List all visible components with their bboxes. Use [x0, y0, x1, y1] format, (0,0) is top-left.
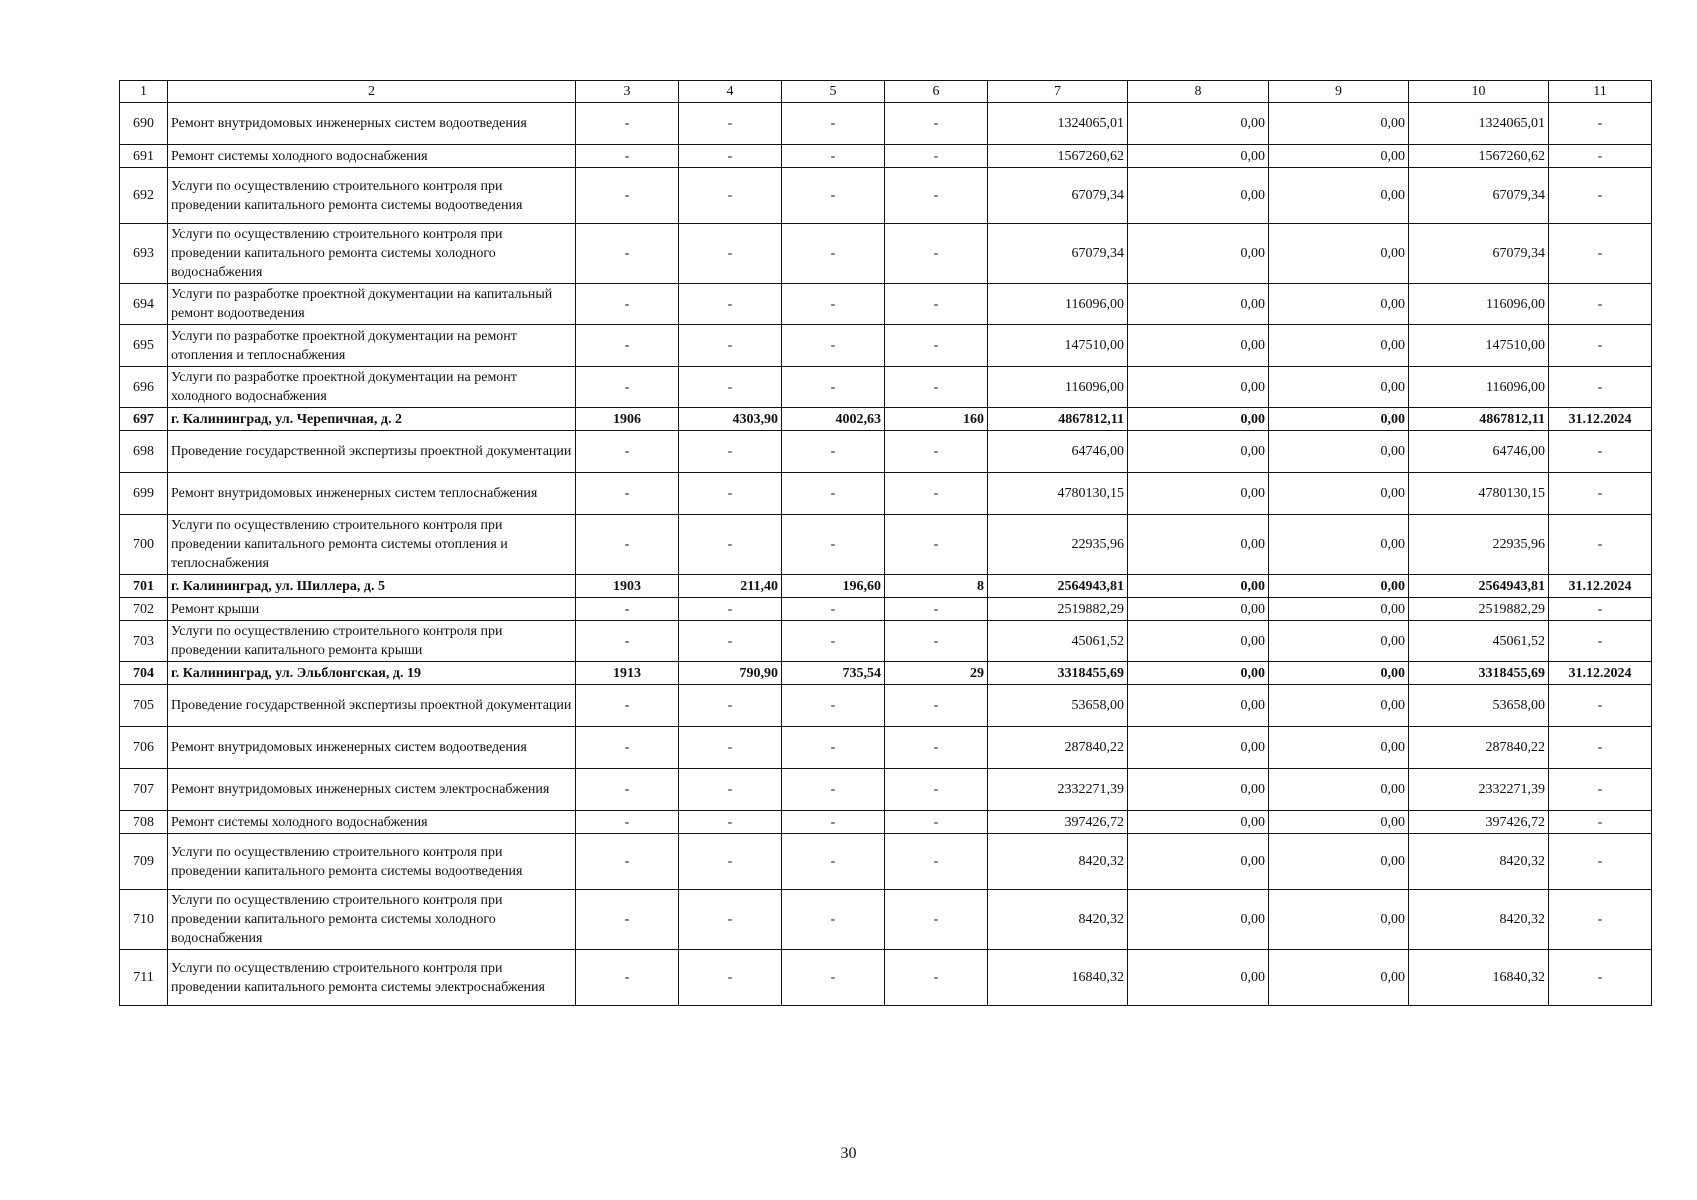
area-total-cell: -	[679, 811, 782, 834]
table-row	[120, 515, 1652, 575]
area-living-cell: -	[782, 431, 885, 473]
work-name-cell: Ремонт внутридомовых инженерных систем водоотведения	[168, 727, 576, 769]
fund-cell: 0,00	[1128, 473, 1269, 515]
budget-cell: 0,00	[1269, 145, 1409, 168]
fund-cell: 0,00	[1128, 575, 1269, 598]
table-body	[120, 81, 1652, 1006]
residents-cell: -	[885, 367, 988, 408]
residents-cell: -	[885, 284, 988, 325]
residents-cell: -	[885, 811, 988, 834]
year-cell: -	[576, 890, 679, 950]
area-living-cell: -	[782, 325, 885, 367]
table-row	[120, 224, 1652, 284]
deadline-cell: 31.12.2024	[1549, 662, 1652, 685]
cost-total-cell: 287840,22	[988, 727, 1128, 769]
work-name-cell: г. Калининград, ул. Черепичная, д. 2	[168, 408, 576, 431]
deadline-cell: -	[1549, 367, 1652, 408]
table-row	[120, 621, 1652, 662]
residents-cell: -	[885, 834, 988, 890]
residents-cell: -	[885, 431, 988, 473]
area-total-cell: -	[679, 727, 782, 769]
column-number-header-row	[120, 81, 1652, 103]
table-row	[120, 367, 1652, 408]
cost-total-cell: 2332271,39	[988, 769, 1128, 811]
fund-cell: 0,00	[1128, 662, 1269, 685]
area-total-cell: -	[679, 685, 782, 727]
fund-cell: 0,00	[1128, 769, 1269, 811]
row-number-cell: 698	[120, 431, 168, 473]
residents-cell: -	[885, 515, 988, 575]
area-total-cell: -	[679, 890, 782, 950]
deadline-cell: -	[1549, 621, 1652, 662]
area-total-cell: -	[679, 168, 782, 224]
work-name-cell: Проведение государственной экспертизы проектной документации	[168, 431, 576, 473]
area-total-cell: -	[679, 769, 782, 811]
budget-cell: 0,00	[1269, 224, 1409, 284]
fund-cell: 0,00	[1128, 145, 1269, 168]
fund-cell: 0,00	[1128, 598, 1269, 621]
cost-total-cell: 116096,00	[988, 284, 1128, 325]
residents-cell: -	[885, 145, 988, 168]
row-number-cell: 706	[120, 727, 168, 769]
area-living-cell: -	[782, 284, 885, 325]
budget-cell: 0,00	[1269, 950, 1409, 1006]
table-row	[120, 284, 1652, 325]
area-total-cell: 790,90	[679, 662, 782, 685]
residents-cell: -	[885, 325, 988, 367]
area-total-cell: -	[679, 103, 782, 145]
row-number-cell: 693	[120, 224, 168, 284]
deadline-cell: -	[1549, 834, 1652, 890]
deadline-cell: -	[1549, 890, 1652, 950]
work-name-cell: Услуги по разработке проектной документации на ремонт отопления и теплоснабжения	[168, 325, 576, 367]
work-name-cell: Услуги по разработке проектной документации на капитальный ремонт водоотведения	[168, 284, 576, 325]
work-name-cell: Услуги по осуществлению строительного контроля при проведении капитального ремонта системы отопления и теплоснабжения	[168, 515, 576, 575]
area-living-cell: -	[782, 685, 885, 727]
area-total-cell: 4303,90	[679, 408, 782, 431]
work-name-cell: Услуги по осуществлению строительного контроля при проведении капитального ремонта системы водоотведения	[168, 834, 576, 890]
budget-cell: 0,00	[1269, 575, 1409, 598]
table-row	[120, 325, 1652, 367]
budget-cell: 0,00	[1269, 621, 1409, 662]
fund-cell: 0,00	[1128, 834, 1269, 890]
area-total-cell: -	[679, 621, 782, 662]
area-living-cell: -	[782, 811, 885, 834]
table-row	[120, 950, 1652, 1006]
area-living-cell: -	[782, 621, 885, 662]
residents-cell: -	[885, 224, 988, 284]
row-number-cell: 697	[120, 408, 168, 431]
address-row	[120, 662, 1652, 685]
address-row	[120, 575, 1652, 598]
cost-total-cell: 67079,34	[988, 168, 1128, 224]
area-total-cell: -	[679, 325, 782, 367]
area-living-cell: -	[782, 473, 885, 515]
deadline-cell: -	[1549, 811, 1652, 834]
row-number-cell: 704	[120, 662, 168, 685]
owner-funds-cell: 22935,96	[1409, 515, 1549, 575]
budget-cell: 0,00	[1269, 431, 1409, 473]
owner-funds-cell: 2332271,39	[1409, 769, 1549, 811]
area-total-cell: -	[679, 367, 782, 408]
year-cell: -	[576, 103, 679, 145]
fund-cell: 0,00	[1128, 950, 1269, 1006]
work-name-cell: Ремонт системы холодного водоснабжения	[168, 811, 576, 834]
table-row	[120, 103, 1652, 145]
document-table	[119, 80, 1652, 1006]
cost-total-cell: 64746,00	[988, 431, 1128, 473]
owner-funds-cell: 45061,52	[1409, 621, 1549, 662]
deadline-cell: -	[1549, 598, 1652, 621]
fund-cell: 0,00	[1128, 325, 1269, 367]
budget-cell: 0,00	[1269, 890, 1409, 950]
owner-funds-cell: 1324065,01	[1409, 103, 1549, 145]
cost-total-cell: 2519882,29	[988, 598, 1128, 621]
area-living-cell: -	[782, 727, 885, 769]
area-living-cell: -	[782, 769, 885, 811]
residents-cell: -	[885, 890, 988, 950]
owner-funds-cell: 4867812,11	[1409, 408, 1549, 431]
page-number: 30	[840, 1145, 857, 1162]
fund-cell: 0,00	[1128, 168, 1269, 224]
year-cell: -	[576, 431, 679, 473]
work-name-cell: Услуги по осуществлению строительного контроля при проведении капитального ремонта системы холодного водоснабжения	[168, 224, 576, 284]
fund-cell: 0,00	[1128, 727, 1269, 769]
row-number-cell: 705	[120, 685, 168, 727]
cost-total-cell: 4780130,15	[988, 473, 1128, 515]
owner-funds-cell: 8420,32	[1409, 834, 1549, 890]
area-total-cell: -	[679, 145, 782, 168]
cost-total-cell: 2564943,81	[988, 575, 1128, 598]
year-cell: -	[576, 325, 679, 367]
residents-cell: 160	[885, 408, 988, 431]
cost-total-cell: 1324065,01	[988, 103, 1128, 145]
deadline-cell: -	[1549, 145, 1652, 168]
budget-cell: 0,00	[1269, 168, 1409, 224]
area-living-cell: -	[782, 145, 885, 168]
deadline-cell: -	[1549, 950, 1652, 1006]
area-living-cell: 196,60	[782, 575, 885, 598]
table-row	[120, 727, 1652, 769]
area-total-cell: -	[679, 284, 782, 325]
cost-total-cell: 53658,00	[988, 685, 1128, 727]
row-number-cell: 710	[120, 890, 168, 950]
work-name-cell: Ремонт внутридомовых инженерных систем электроснабжения	[168, 769, 576, 811]
row-number-cell: 708	[120, 811, 168, 834]
year-cell: -	[576, 284, 679, 325]
row-number-cell: 690	[120, 103, 168, 145]
budget-cell: 0,00	[1269, 367, 1409, 408]
row-number-cell: 692	[120, 168, 168, 224]
year-cell: -	[576, 367, 679, 408]
year-cell: -	[576, 811, 679, 834]
table-row	[120, 598, 1652, 621]
budget-cell: 0,00	[1269, 515, 1409, 575]
work-name-cell: Проведение государственной экспертизы проектной документации	[168, 685, 576, 727]
year-cell: -	[576, 685, 679, 727]
owner-funds-cell: 64746,00	[1409, 431, 1549, 473]
year-cell: -	[576, 145, 679, 168]
deadline-cell: -	[1549, 168, 1652, 224]
fund-cell: 0,00	[1128, 515, 1269, 575]
owner-funds-cell: 8420,32	[1409, 890, 1549, 950]
table-row	[120, 811, 1652, 834]
owner-funds-cell: 116096,00	[1409, 367, 1549, 408]
owner-funds-cell: 4780130,15	[1409, 473, 1549, 515]
area-living-cell: -	[782, 515, 885, 575]
budget-cell: 0,00	[1269, 811, 1409, 834]
year-cell: -	[576, 950, 679, 1006]
year-cell: -	[576, 598, 679, 621]
work-name-cell: Услуги по разработке проектной документации на ремонт холодного водоснабжения	[168, 367, 576, 408]
table-row	[120, 834, 1652, 890]
cost-total-cell: 22935,96	[988, 515, 1128, 575]
budget-cell: 0,00	[1269, 103, 1409, 145]
area-total-cell: -	[679, 950, 782, 1006]
deadline-cell: -	[1549, 103, 1652, 145]
column-header: 9	[1269, 81, 1409, 103]
area-living-cell: -	[782, 224, 885, 284]
owner-funds-cell: 3318455,69	[1409, 662, 1549, 685]
row-number-cell: 711	[120, 950, 168, 1006]
year-cell: 1913	[576, 662, 679, 685]
residents-cell: -	[885, 950, 988, 1006]
budget-cell: 0,00	[1269, 685, 1409, 727]
area-living-cell: -	[782, 598, 885, 621]
residents-cell: -	[885, 727, 988, 769]
cost-total-cell: 3318455,69	[988, 662, 1128, 685]
row-number-cell: 696	[120, 367, 168, 408]
deadline-cell: -	[1549, 727, 1652, 769]
area-living-cell: 4002,63	[782, 408, 885, 431]
year-cell: -	[576, 515, 679, 575]
fund-cell: 0,00	[1128, 811, 1269, 834]
row-number-cell: 707	[120, 769, 168, 811]
cost-total-cell: 147510,00	[988, 325, 1128, 367]
area-living-cell: 735,54	[782, 662, 885, 685]
work-name-cell: г. Калининград, ул. Эльблонгская, д. 19	[168, 662, 576, 685]
fund-cell: 0,00	[1128, 224, 1269, 284]
row-number-cell: 694	[120, 284, 168, 325]
work-name-cell: Ремонт внутридомовых инженерных систем водоотведения	[168, 103, 576, 145]
owner-funds-cell: 2519882,29	[1409, 598, 1549, 621]
owner-funds-cell: 1567260,62	[1409, 145, 1549, 168]
row-number-cell: 701	[120, 575, 168, 598]
fund-cell: 0,00	[1128, 408, 1269, 431]
area-living-cell: -	[782, 103, 885, 145]
fund-cell: 0,00	[1128, 621, 1269, 662]
residents-cell: -	[885, 621, 988, 662]
budget-cell: 0,00	[1269, 598, 1409, 621]
area-living-cell: -	[782, 834, 885, 890]
table-row	[120, 431, 1652, 473]
cost-total-cell: 4867812,11	[988, 408, 1128, 431]
table-row	[120, 769, 1652, 811]
fund-cell: 0,00	[1128, 284, 1269, 325]
budget-cell: 0,00	[1269, 408, 1409, 431]
work-name-cell: Ремонт внутридомовых инженерных систем теплоснабжения	[168, 473, 576, 515]
owner-funds-cell: 147510,00	[1409, 325, 1549, 367]
fund-cell: 0,00	[1128, 431, 1269, 473]
deadline-cell: -	[1549, 431, 1652, 473]
owner-funds-cell: 2564943,81	[1409, 575, 1549, 598]
fund-cell: 0,00	[1128, 367, 1269, 408]
column-header: 7	[988, 81, 1128, 103]
table-row	[120, 473, 1652, 515]
area-living-cell: -	[782, 890, 885, 950]
fund-cell: 0,00	[1128, 890, 1269, 950]
owner-funds-cell: 287840,22	[1409, 727, 1549, 769]
year-cell: 1903	[576, 575, 679, 598]
column-header: 3	[576, 81, 679, 103]
table-row	[120, 685, 1652, 727]
cost-total-cell: 1567260,62	[988, 145, 1128, 168]
row-number-cell: 700	[120, 515, 168, 575]
area-total-cell: -	[679, 224, 782, 284]
column-header: 8	[1128, 81, 1269, 103]
residents-cell: -	[885, 473, 988, 515]
owner-funds-cell: 53658,00	[1409, 685, 1549, 727]
work-name-cell: Услуги по осуществлению строительного контроля при проведении капитального ремонта крыши	[168, 621, 576, 662]
year-cell: -	[576, 473, 679, 515]
budget-cell: 0,00	[1269, 325, 1409, 367]
fund-cell: 0,00	[1128, 103, 1269, 145]
work-name-cell: г. Калининград, ул. Шиллера, д. 5	[168, 575, 576, 598]
residents-cell: 8	[885, 575, 988, 598]
fund-cell: 0,00	[1128, 685, 1269, 727]
area-total-cell: -	[679, 473, 782, 515]
cost-total-cell: 45061,52	[988, 621, 1128, 662]
owner-funds-cell: 67079,34	[1409, 168, 1549, 224]
year-cell: -	[576, 769, 679, 811]
table-row	[120, 168, 1652, 224]
owner-funds-cell: 16840,32	[1409, 950, 1549, 1006]
address-row	[120, 408, 1652, 431]
cost-total-cell: 8420,32	[988, 890, 1128, 950]
budget-cell: 0,00	[1269, 727, 1409, 769]
year-cell: -	[576, 621, 679, 662]
year-cell: -	[576, 168, 679, 224]
work-name-cell: Услуги по осуществлению строительного контроля при проведении капитального ремонта системы электроснабжения	[168, 950, 576, 1006]
residents-cell: -	[885, 168, 988, 224]
column-header: 5	[782, 81, 885, 103]
owner-funds-cell: 116096,00	[1409, 284, 1549, 325]
deadline-cell: -	[1549, 284, 1652, 325]
residents-cell: -	[885, 598, 988, 621]
year-cell: -	[576, 834, 679, 890]
year-cell: -	[576, 727, 679, 769]
deadline-cell: -	[1549, 515, 1652, 575]
column-header: 2	[168, 81, 576, 103]
column-header: 10	[1409, 81, 1549, 103]
cost-total-cell: 16840,32	[988, 950, 1128, 1006]
area-living-cell: -	[782, 367, 885, 408]
area-total-cell: 211,40	[679, 575, 782, 598]
deadline-cell: -	[1549, 685, 1652, 727]
work-name-cell: Ремонт крыши	[168, 598, 576, 621]
year-cell: 1906	[576, 408, 679, 431]
work-name-cell: Услуги по осуществлению строительного контроля при проведении капитального ремонта системы холодного водоснабжения	[168, 890, 576, 950]
budget-cell: 0,00	[1269, 662, 1409, 685]
cost-total-cell: 8420,32	[988, 834, 1128, 890]
row-number-cell: 695	[120, 325, 168, 367]
year-cell: -	[576, 224, 679, 284]
table-row	[120, 890, 1652, 950]
row-number-cell: 702	[120, 598, 168, 621]
cost-total-cell: 397426,72	[988, 811, 1128, 834]
area-total-cell: -	[679, 598, 782, 621]
deadline-cell: 31.12.2024	[1549, 575, 1652, 598]
budget-cell: 0,00	[1269, 834, 1409, 890]
deadline-cell: 31.12.2024	[1549, 408, 1652, 431]
owner-funds-cell: 67079,34	[1409, 224, 1549, 284]
row-number-cell: 703	[120, 621, 168, 662]
deadline-cell: -	[1549, 224, 1652, 284]
table-row	[120, 145, 1652, 168]
budget-cell: 0,00	[1269, 284, 1409, 325]
cost-total-cell: 116096,00	[988, 367, 1128, 408]
area-living-cell: -	[782, 950, 885, 1006]
column-header: 4	[679, 81, 782, 103]
residents-cell: -	[885, 103, 988, 145]
row-number-cell: 699	[120, 473, 168, 515]
column-header: 1	[120, 81, 168, 103]
area-total-cell: -	[679, 515, 782, 575]
work-name-cell: Ремонт системы холодного водоснабжения	[168, 145, 576, 168]
column-header: 11	[1549, 81, 1652, 103]
residents-cell: -	[885, 685, 988, 727]
column-header: 6	[885, 81, 988, 103]
deadline-cell: -	[1549, 473, 1652, 515]
deadline-cell: -	[1549, 769, 1652, 811]
work-name-cell: Услуги по осуществлению строительного контроля при проведении капитального ремонта системы водоотведения	[168, 168, 576, 224]
budget-cell: 0,00	[1269, 769, 1409, 811]
owner-funds-cell: 397426,72	[1409, 811, 1549, 834]
residents-cell: -	[885, 769, 988, 811]
budget-cell: 0,00	[1269, 473, 1409, 515]
residents-cell: 29	[885, 662, 988, 685]
row-number-cell: 691	[120, 145, 168, 168]
row-number-cell: 709	[120, 834, 168, 890]
area-total-cell: -	[679, 431, 782, 473]
cost-total-cell: 67079,34	[988, 224, 1128, 284]
area-living-cell: -	[782, 168, 885, 224]
deadline-cell: -	[1549, 325, 1652, 367]
area-total-cell: -	[679, 834, 782, 890]
